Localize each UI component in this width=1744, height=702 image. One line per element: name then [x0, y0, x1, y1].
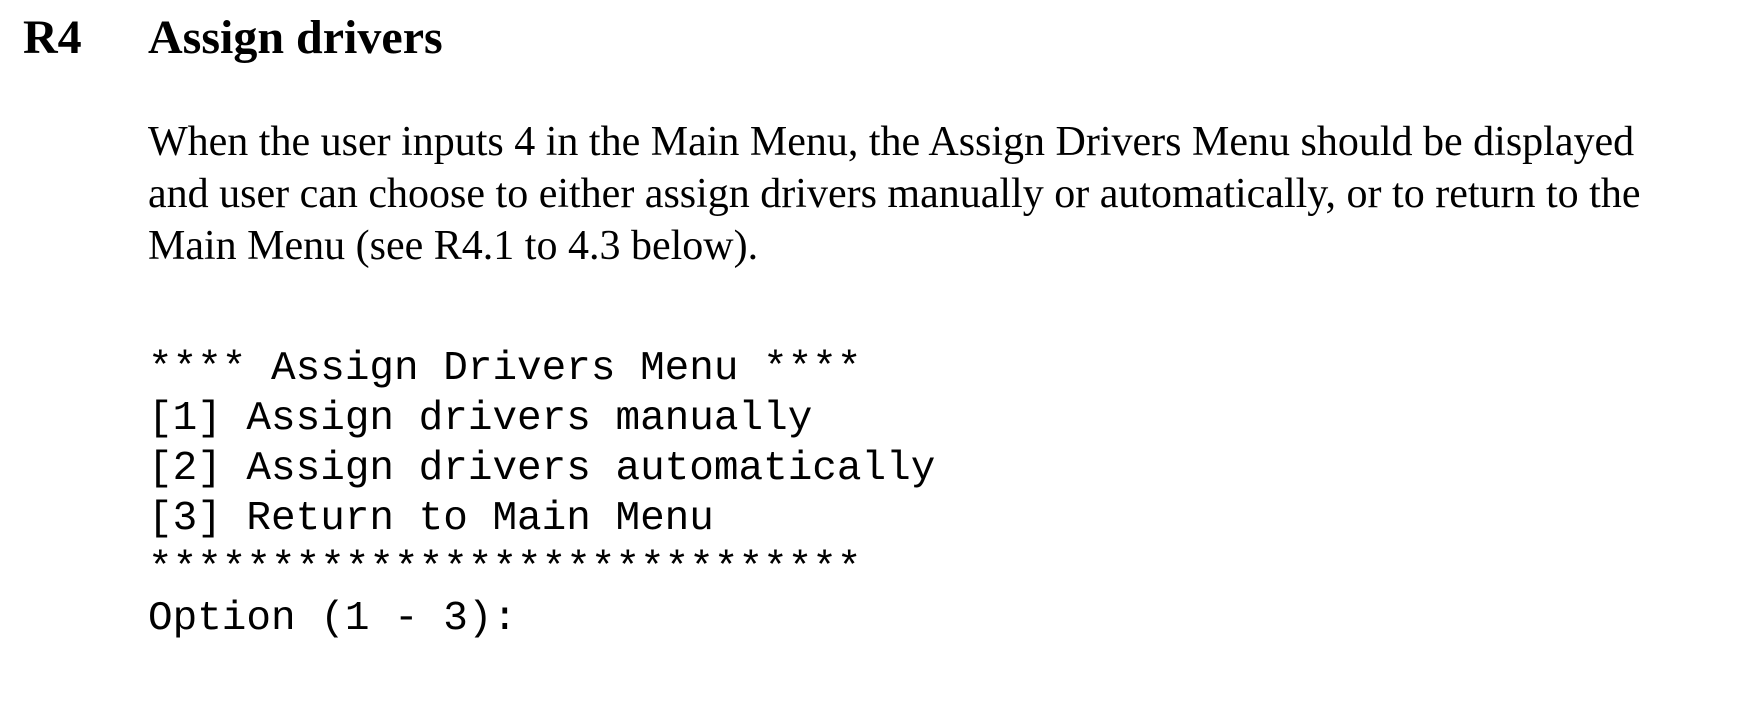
requirement-description: [148, 116, 1640, 272]
requirement-title: Assign drivers: [148, 11, 443, 64]
console-menu-header: **** Assign Drivers Menu ****: [148, 346, 862, 392]
paragraph-line: Main Menu (see R4.1 to 4.3 below).: [148, 223, 759, 269]
paragraph-line: When the user inputs 4 in the Main Menu, the Assign Drivers Menu should be displayed: [148, 119, 1635, 165]
console-menu-option-3: [3] Return to Main Menu: [148, 496, 714, 542]
console-option-prompt: Option (1 - 3):: [148, 596, 518, 642]
requirement-id: R4: [23, 11, 82, 64]
console-menu-option-2: [2] Assign drivers automatically: [148, 446, 936, 492]
console-menu-divider: *****************************: [148, 546, 862, 592]
console-menu-option-1: [1] Assign drivers manually: [148, 396, 813, 442]
paragraph-line: and user can choose to either assign drivers manually or automatically, or to return to the: [148, 171, 1641, 217]
console-menu-block: [148, 344, 935, 644]
